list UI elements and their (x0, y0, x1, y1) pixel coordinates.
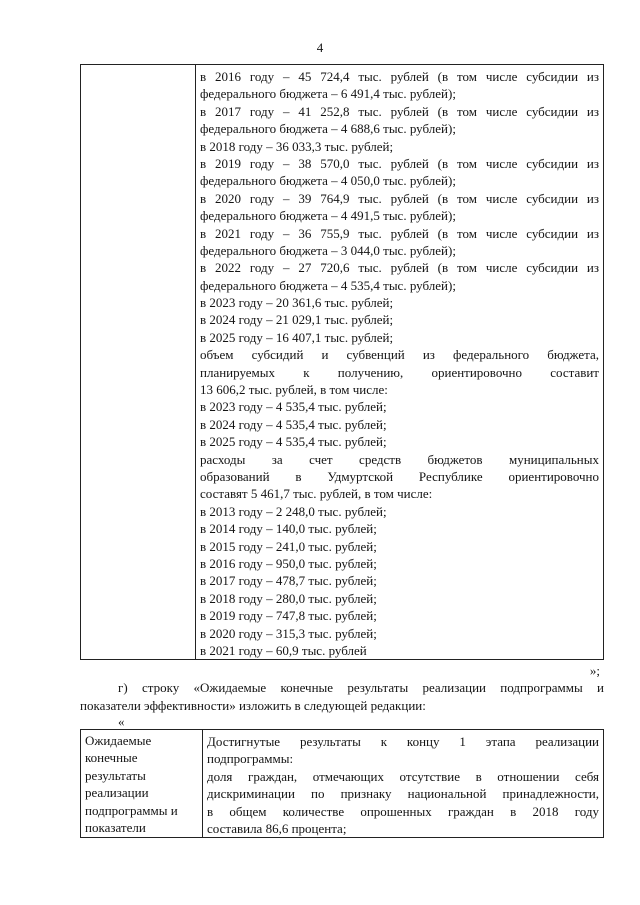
financing-value-cell (196, 65, 604, 660)
financing-line: составят 5 461,7 тыс. рублей, в том числе: (200, 486, 433, 502)
results-label-line: результаты (85, 767, 146, 783)
financing-line: в 2015 году – 241,0 тыс. рублей; (200, 538, 377, 554)
financing-line: в 2017 году – 41 252,8 тыс. рублей (в том числе субсидии из (200, 103, 599, 119)
financing-line: в 2025 году – 4 535,4 тыс. рублей; (200, 434, 387, 450)
financing-line: в 2023 году – 20 361,6 тыс. рублей; (200, 295, 394, 311)
financing-line: в 2021 году – 36 755,9 тыс. рублей (в том числе субсидии из (200, 225, 599, 241)
financing-line: в 2024 году – 4 535,4 тыс. рублей; (200, 416, 387, 432)
financing-line: в 2025 году – 16 407,1 тыс. рублей; (200, 329, 394, 345)
results-label-line: подпрограммы и (85, 802, 178, 818)
financing-line: планируемых к получению, ориентировочно составит (200, 364, 599, 380)
results-line: подпрограммы: (207, 751, 294, 767)
financing-line: федерального бюджета – 4 491,5 тыс. рублей); (200, 208, 456, 224)
results-label-line: реализации (85, 785, 149, 801)
financing-line: федерального бюджета – 6 491,4 тыс. рублей); (200, 86, 456, 102)
results-line: доля граждан, отмечающих отсутствие в отношении себя (207, 768, 599, 784)
financing-line: 13 606,2 тыс. рублей, в том числе: (200, 382, 388, 398)
results-line: Достигнутые результаты к концу 1 этапа реализации (207, 734, 599, 749)
financing-line: в 2022 году – 27 720,6 тыс. рублей (в том числе субсидии из (200, 260, 599, 276)
financing-line: федерального бюджета – 3 044,0 тыс. рублей); (200, 242, 456, 258)
financing-line: федерального бюджета – 4 535,4 тыс. рублей); (200, 277, 456, 293)
opening-quote: « (118, 714, 125, 729)
financing-line: образований в Удмуртской Республике ориентировочно (200, 468, 599, 484)
financing-line: в 2017 году – 478,7 тыс. рублей; (200, 573, 377, 589)
financing-label-cell (81, 65, 196, 660)
financing-line: в 2019 году – 38 570,0 тыс. рублей (в том числе субсидии из (200, 155, 599, 171)
financing-line: федерального бюджета – 4 688,6 тыс. рублей); (200, 121, 456, 137)
financing-line: в 2020 году – 39 764,9 тыс. рублей (в том числе субсидии из (200, 190, 599, 206)
results-line: в общем количестве опрошенных граждан в 2018 году (207, 803, 599, 819)
financing-line: в 2016 году – 45 724,4 тыс. рублей (в том числе субсидии из (200, 69, 599, 84)
results-table (80, 729, 604, 838)
financing-line: объем субсидий и субвенций из федерального бюджета, (200, 347, 599, 363)
page-number: 4 (316, 40, 324, 55)
results-label-line: показатели (85, 819, 146, 835)
financing-line: в 2024 году – 21 029,1 тыс. рублей; (200, 312, 394, 328)
financing-table (80, 64, 604, 660)
results-label-line: конечные (85, 750, 138, 766)
financing-line: в 2016 году – 950,0 тыс. рублей; (200, 555, 377, 571)
financing-line: в 2014 году – 140,0 тыс. рублей; (200, 521, 377, 537)
financing-line: в 2013 году – 2 248,0 тыс. рублей; (200, 503, 387, 519)
results-line: дискриминации по признаку национальной принадлежности, (207, 786, 599, 802)
financing-line: расходы за счет средств бюджетов муниципальных (200, 451, 599, 467)
results-label-cell (81, 730, 203, 838)
financing-line: в 2018 году – 36 033,3 тыс. рублей; (200, 138, 394, 154)
financing-line: в 2020 году – 315,3 тыс. рублей; (200, 625, 377, 641)
results-line: составила 86,6 процента; (207, 820, 347, 836)
financing-line: в 2019 году – 747,8 тыс. рублей; (200, 608, 377, 624)
closing-quote: »; (589, 663, 600, 678)
results-label-line: Ожидаемые (85, 733, 152, 748)
results-value-cell (203, 730, 604, 838)
financing-line: в 2018 году – 280,0 тыс. рублей; (200, 590, 377, 606)
paragraph-line-2: показатели эффективности» изложить в следующей редакции: (80, 698, 426, 713)
financing-line: федерального бюджета – 4 050,0 тыс. рублей); (200, 173, 456, 189)
paragraph-line-1: г) строку «Ожидаемые конечные результаты реализации подпрограммы и (118, 680, 604, 695)
financing-line: в 2023 году – 4 535,4 тыс. рублей; (200, 399, 387, 415)
financing-line: в 2021 году – 60,9 тыс. рублей (200, 642, 367, 658)
